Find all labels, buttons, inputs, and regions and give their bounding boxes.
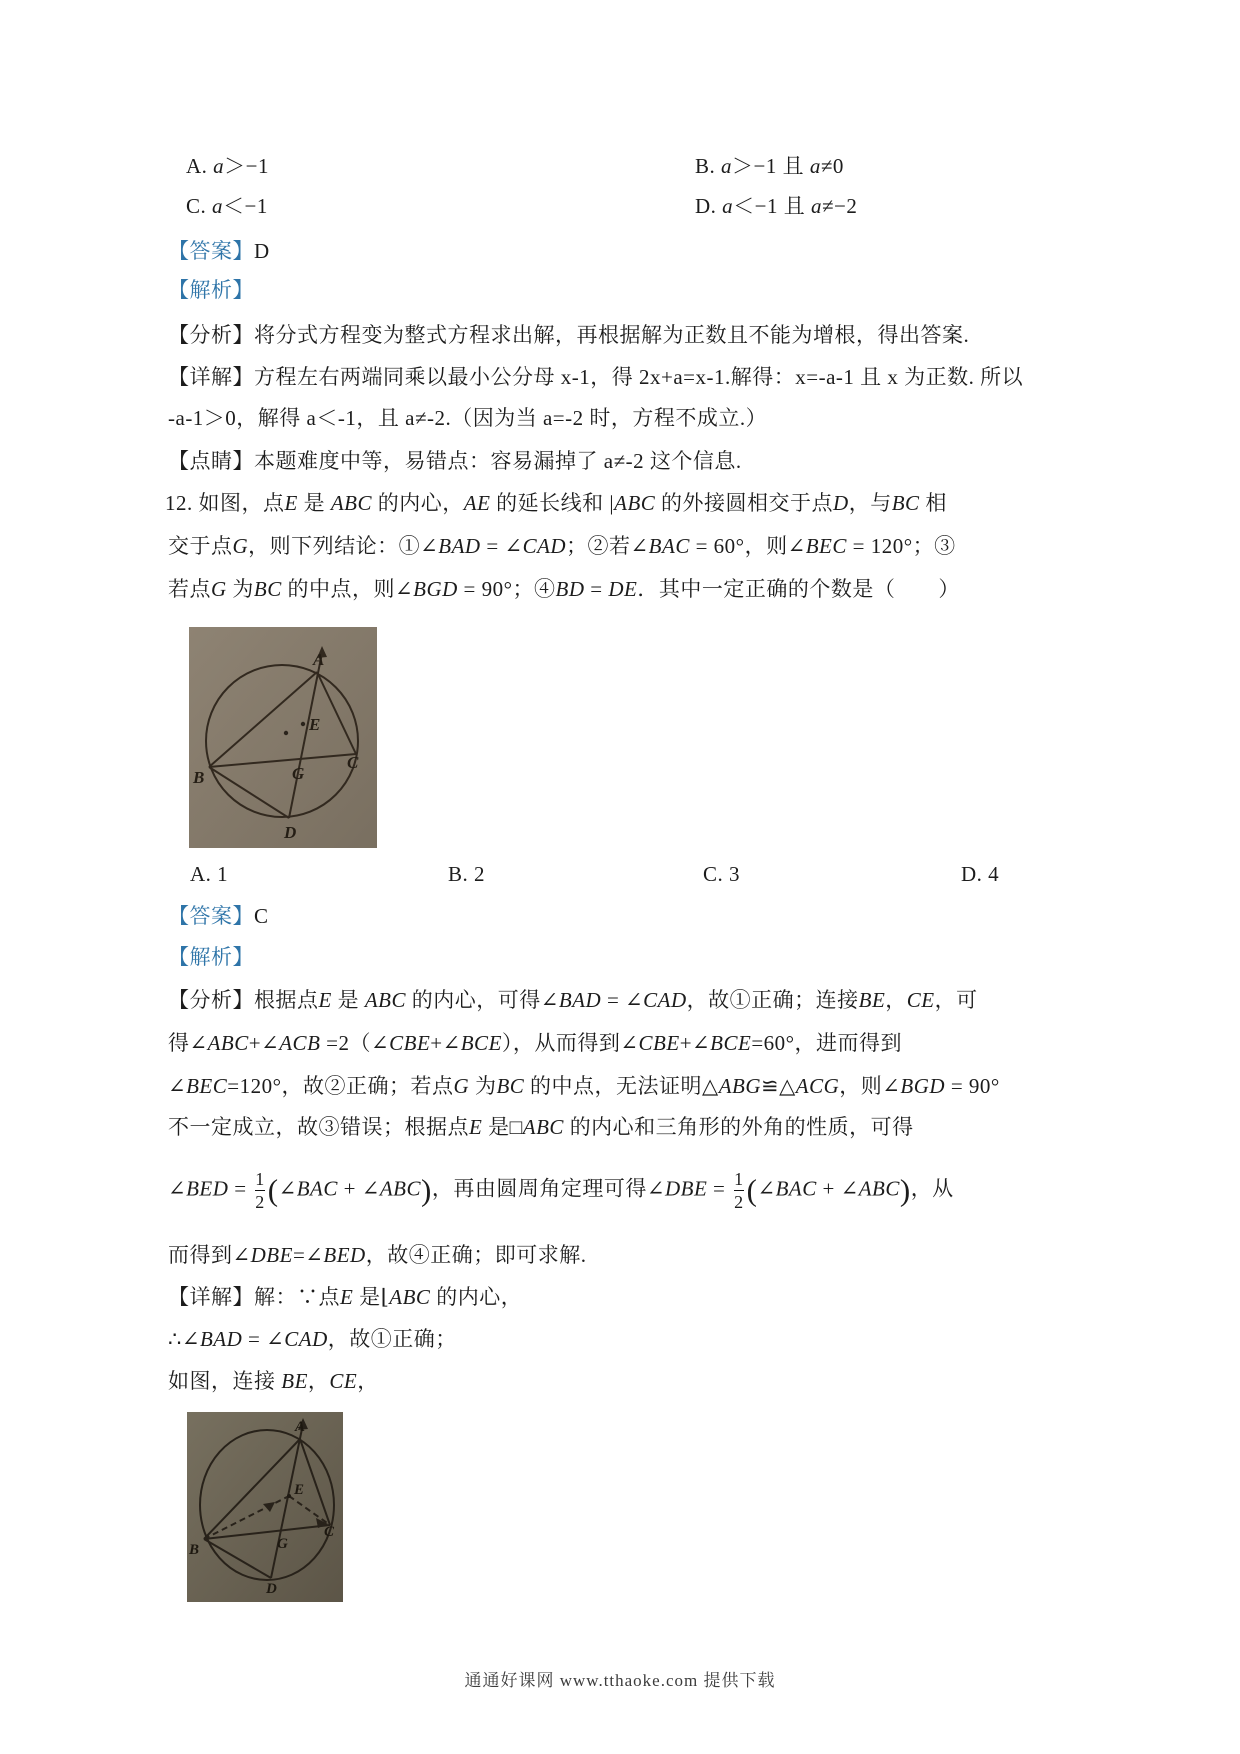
q12-option-b: B. 2 [448, 862, 486, 886]
label-A: A [313, 650, 325, 669]
q11-option-a: A. a＞−1 [186, 154, 270, 178]
label-C: C [324, 1524, 335, 1540]
label-D: D [284, 823, 297, 842]
q12-analysis-line-4: 不一定成立，故③错误；根据点E 是□ABC 的内心和三角形的外角的性质，可得 [168, 1115, 914, 1139]
answer-label: 【答案】 [168, 904, 254, 928]
q12-xiangjie-line-2: ∴∠BAD = ∠CAD，故①正确； [168, 1327, 457, 1351]
label-A: A [295, 1419, 306, 1435]
label-B: B [189, 1542, 200, 1558]
q11-option-d: D. a＜−1 且 a≠−2 [695, 194, 858, 218]
q12-xiangjie-line-1: 【详解】解：∵点E 是⌊ABC 的内心， [168, 1285, 523, 1309]
label-C: C [347, 753, 359, 772]
q11-xiangjie-line-2: -a-1＞0，解得 a＜-1，且 a≠-2.（因为当 a=-2 时，方程不成立.） [168, 406, 768, 430]
label-D: D [266, 1581, 277, 1597]
q12-figure-2 [187, 1412, 343, 1602]
q12-analysis-line-1: 【分析】根据点E 是 ABC 的内心，可得∠BAD = ∠CAD，故①正确；连接BE，CE，可 [168, 988, 978, 1012]
q11-analysis-label-line [168, 277, 254, 304]
q11-options-row-2 [0, 190, 1240, 220]
q11-answer-line [168, 238, 270, 265]
q11-fenxi-line: 【分析】将分式方程变为整式方程求出解，再根据解为正数且不能为增根，得出答案. [168, 323, 970, 347]
q12-answer-value: C [254, 904, 269, 928]
label-G: G [292, 764, 305, 783]
label-E: E [309, 715, 321, 734]
q11-dianjing-line: 【点睛】本题难度中等，易错点：容易漏掉了 a≠-2 这个信息. [168, 449, 742, 473]
label-E: E [294, 1482, 305, 1498]
q11-option-c: C. a＜−1 [186, 194, 268, 218]
q12-stem-line-3: 若点G 为BC 的中点，则∠BGD = 90°；④BD = DE．其中一定正确的个数是（ ） [168, 577, 960, 601]
q12-xiangjie-line-3: 如图，连接 BE，CE， [168, 1369, 379, 1393]
q12-option-c: C. 3 [703, 862, 741, 886]
q12-stem-line-1: 12. 如图，点E 是 ABC 的内心，AE 的延长线和 |ABC 的外接圆相交于点D，与BC 相 [165, 491, 947, 515]
q11-answer-value: D [254, 239, 270, 263]
q12-figure-1 [189, 627, 377, 848]
q12-analysis-formula: ∠BED = $\frac{1}{2}$ (∠BAC + ∠ABC)，再由圆周角定理可得∠DBE = $\frac{1}{2}$ (∠BAC + ∠ABC)，从 [168, 1169, 954, 1212]
q11-options-row-1 [0, 150, 1240, 180]
q12-stem-line-2: 交于点G，则下列结论：①∠BAD = ∠CAD；②若∠BAC = 60°，则∠BEC = 120°；③ [168, 534, 956, 558]
q12-analysis-line-2: 得∠ABC+∠ACB =2（∠CBE+∠BCE），从而得到∠CBE+∠BCE=60°，进而得到 [168, 1031, 903, 1055]
incenter-dot [301, 722, 305, 726]
incenter-dot [287, 1494, 291, 1498]
analysis-label: 【解析】 [168, 945, 254, 969]
q12-analysis-line-6: 而得到∠DBE=∠BED，故④正确；即可求解. [168, 1243, 587, 1267]
q12-answer-line [168, 903, 269, 930]
q11-xiangjie-line-1: 【详解】方程左右两端同乘以最小公分母 x-1，得 2x+a=x-1.解得：x=-a-1 且 x 为正数. 所以 [168, 365, 1024, 389]
q11-option-b: B. a＞−1 且 a≠0 [695, 154, 844, 178]
page-footer: 通通好课网 www.tthaoke.com 提供下载 [464, 1671, 776, 1690]
analysis-label: 【解析】 [168, 278, 254, 302]
answer-label: 【答案】 [168, 239, 254, 263]
q12-analysis-line-3: ∠BEC=120°，故②正确；若点G 为BC 的中点，无法证明△ABG≌△ACG，则∠BGD = 90° [168, 1074, 1000, 1098]
label-B: B [193, 768, 205, 787]
q12-option-a: A. 1 [190, 862, 229, 886]
q12-options-row [0, 862, 1240, 892]
label-G: G [277, 1536, 288, 1552]
center-dot [284, 731, 288, 735]
q12-option-d: D. 4 [961, 862, 1000, 886]
q12-analysis-label-line [168, 944, 254, 971]
